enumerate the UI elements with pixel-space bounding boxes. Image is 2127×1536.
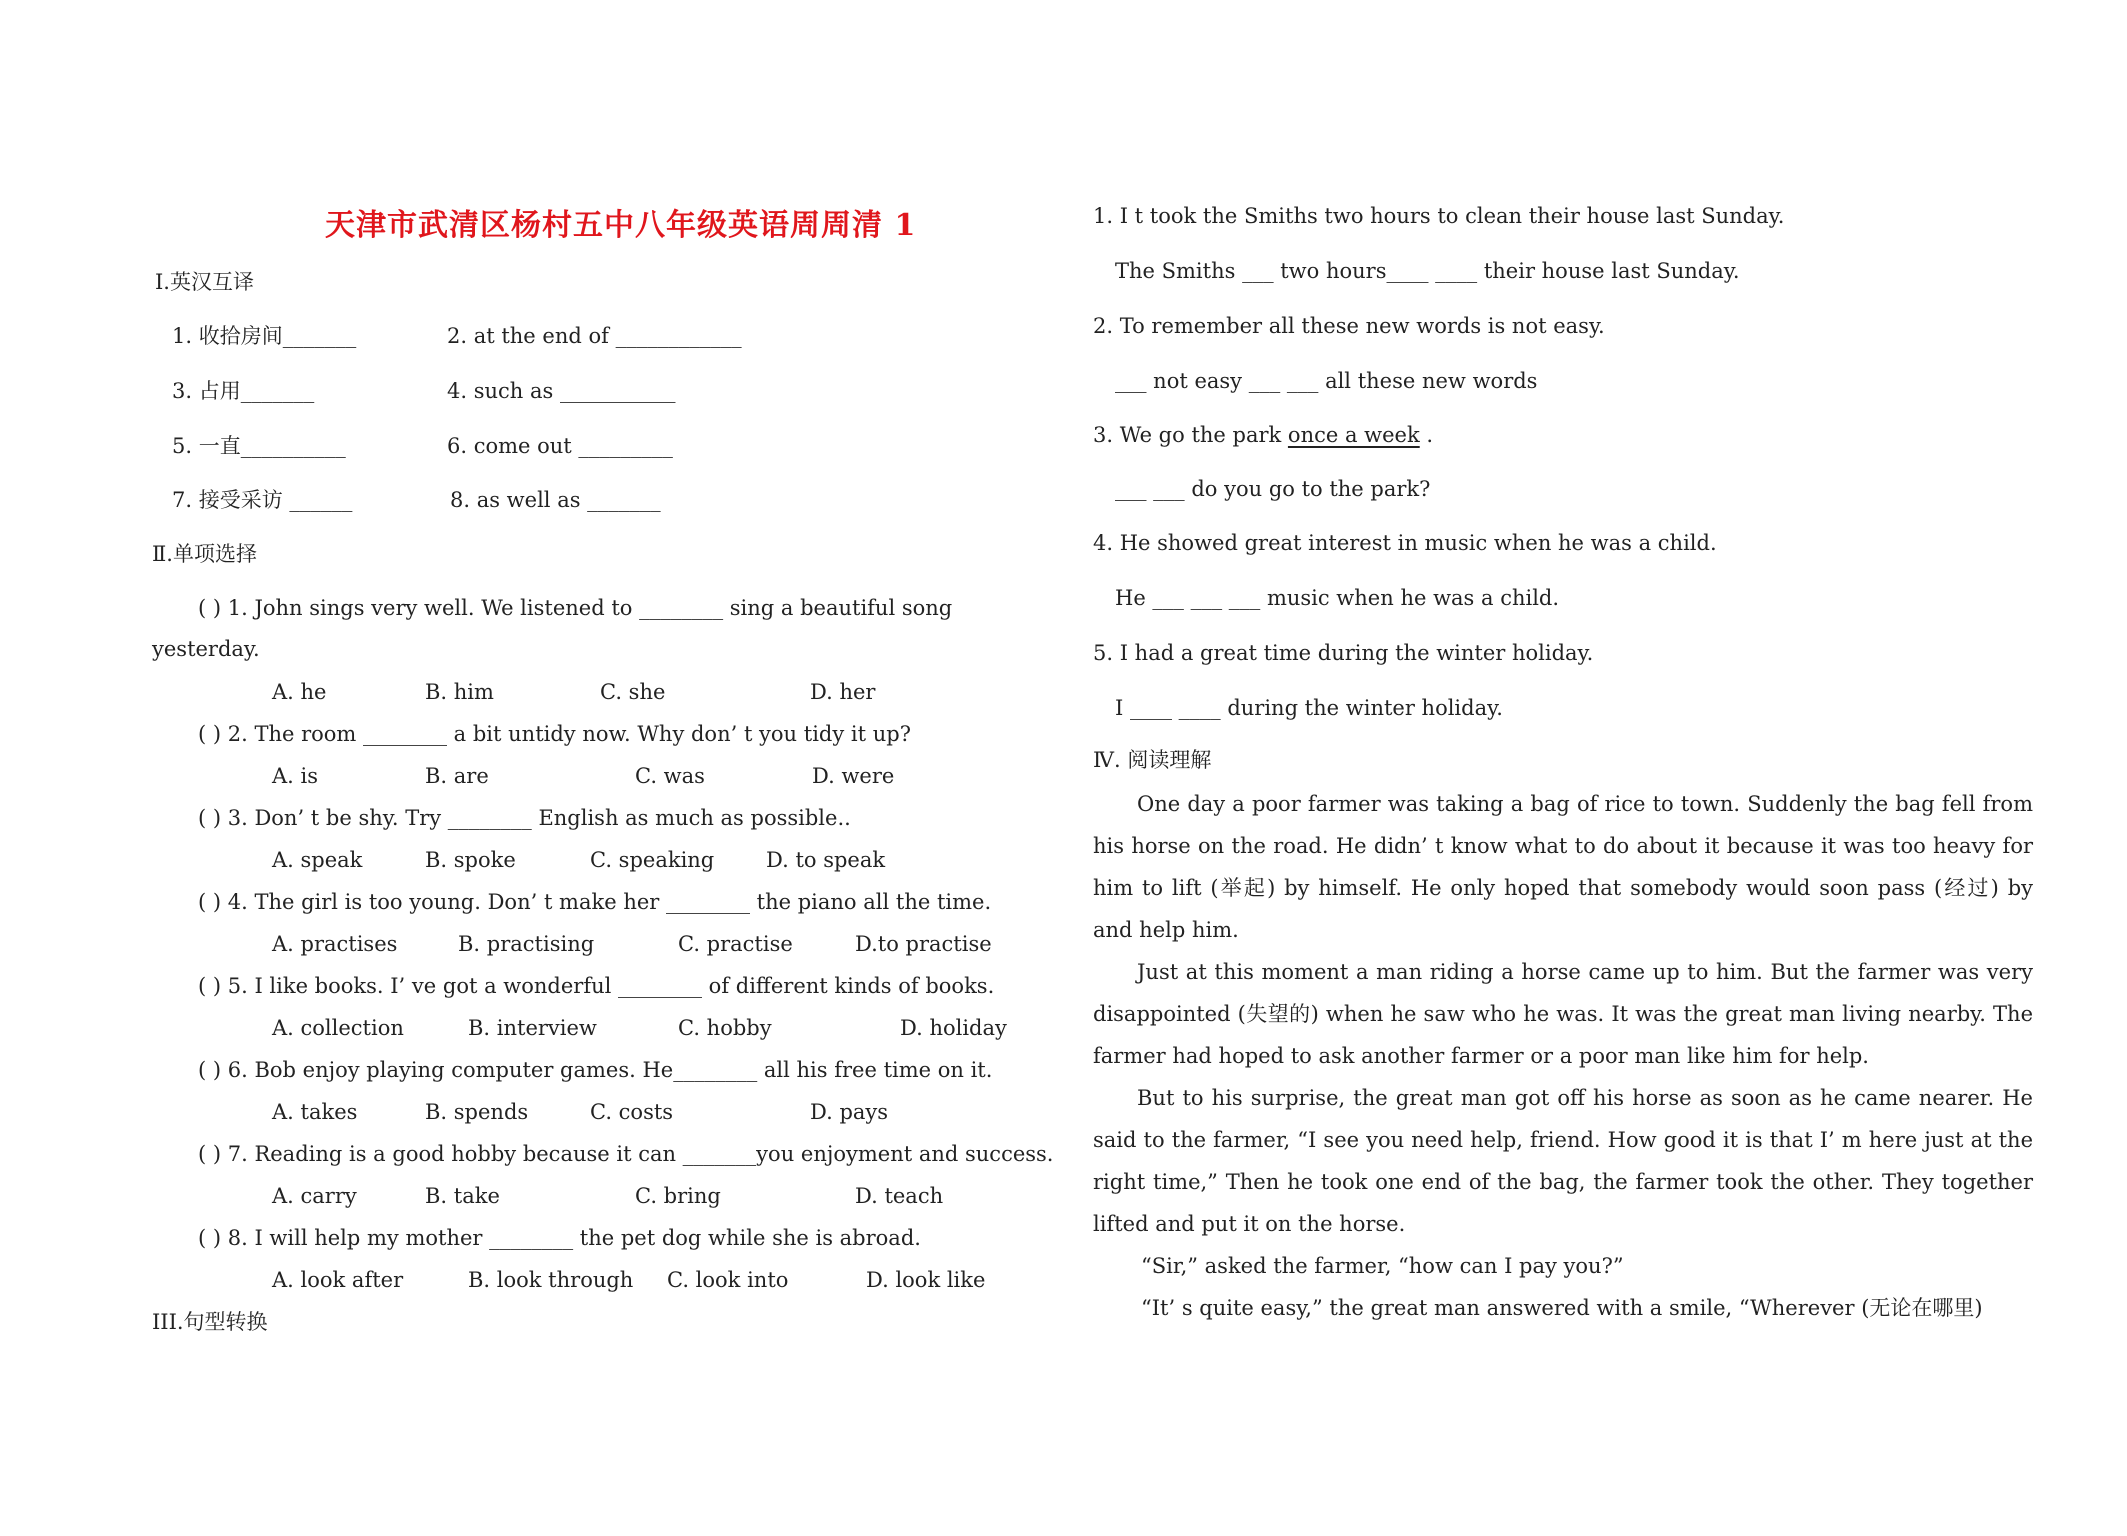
mc-question-7: ( ) 7. Reading is a good hobby because it can _______you enjoyment and success. xyxy=(198,1142,1054,1166)
transform-question-3-pre: 3. We go the park xyxy=(1093,423,1288,447)
transform-question-3-underlined: once a week xyxy=(1287,423,1420,447)
mc-2-option-d: D. were xyxy=(812,764,895,788)
mc-1-option-a: A. he xyxy=(272,680,327,704)
mc-5-option-a: A. collection xyxy=(272,1016,404,1040)
mc-1-option-b: B. him xyxy=(425,680,494,704)
mc-5-option-c: C. hobby xyxy=(678,1016,772,1040)
mc-question-1-cont: yesterday. xyxy=(152,637,260,661)
transform-answer-5: I ____ ____ during the winter holiday. xyxy=(1115,696,1503,720)
mc-6-option-b: B. spends xyxy=(425,1100,529,1124)
mc-question-3: ( ) 3. Don’ t be shy. Try ________ English as much as possible.. xyxy=(198,806,851,830)
mc-8-option-a: A. look after xyxy=(272,1268,404,1292)
mc-2-option-a: A. is xyxy=(272,764,319,788)
section-2-heading: Ⅱ.单项选择 xyxy=(152,542,257,566)
mc-5-option-d: D. holiday xyxy=(900,1016,1007,1040)
translation-item-7: 7. 接受采访 ______ xyxy=(172,488,353,512)
reading-paragraph-4: “Sir,” asked the farmer, “how can I pay you?” xyxy=(1141,1254,1624,1278)
transform-question-3 xyxy=(1093,421,1433,449)
transform-question-3-post: . xyxy=(1419,423,1434,447)
mc-4-option-b: B. practising xyxy=(458,932,595,956)
translation-item-8: 8. as well as _______ xyxy=(450,488,661,512)
mc-3-option-c: C. speaking xyxy=(590,848,715,872)
mc-1-option-c: C. she xyxy=(600,680,666,704)
reading-paragraph-3: But to his surprise, the great man got off his horse as soon as he came nearer. He said to the farmer, “I see you need help, friend. How good it is that I’ m here just at the right time,” Then he took one end of the bag, the farmer took the other. They together lifted and put it on the horse. xyxy=(1093,1086,2033,1236)
transform-answer-1: The Smiths ___ two hours____ ____ their house last Sunday. xyxy=(1115,259,1740,283)
mc-8-option-b: B. look through xyxy=(468,1268,634,1292)
mc-question-2: ( ) 2. The room ________ a bit untidy now. Why don’ t you tidy it up? xyxy=(198,722,911,746)
mc-6-option-a: A. takes xyxy=(272,1100,358,1124)
mc-1-option-d: D. her xyxy=(810,680,876,704)
mc-question-1: ( ) 1. John sings very well. We listened to ________ sing a beautiful song xyxy=(198,596,953,620)
mc-question-6: ( ) 6. Bob enjoy playing computer games. He________ all his free time on it. xyxy=(198,1058,993,1082)
mc-5-option-b: B. interview xyxy=(468,1016,597,1040)
mc-question-8: ( ) 8. I will help my mother ________ the pet dog while she is abroad. xyxy=(198,1226,921,1250)
mc-3-option-d: D. to speak xyxy=(766,848,886,872)
reading-paragraph-5: “It’ s quite easy,” the great man answered with a smile, “Wherever (无论在哪里) xyxy=(1141,1296,1983,1320)
mc-7-option-c: C. bring xyxy=(635,1184,721,1208)
translation-item-4: 4. such as ___________ xyxy=(447,379,676,403)
mc-7-option-a: A. carry xyxy=(272,1184,357,1208)
section-4-heading: Ⅳ. 阅读理解 xyxy=(1093,748,1212,772)
section-3-heading: III.句型转换 xyxy=(152,1310,268,1334)
reading-paragraph-2: Just at this moment a man riding a horse came up to him. But the farmer was very disappointed (失望的) when he saw who he was. It was the great man living nearby. The farmer had hoped to ask another farmer or a poor man like him for help. xyxy=(1093,960,2033,1068)
page-title: 天津市武清区杨村五中八年级英语周周清 1 xyxy=(325,208,917,243)
section-1-heading: Ⅰ.英汉互译 xyxy=(155,270,254,294)
translation-item-2: 2. at the end of ____________ xyxy=(447,324,742,348)
mc-2-option-c: C. was xyxy=(635,764,705,788)
mc-4-option-c: C. practise xyxy=(678,932,793,956)
mc-2-option-b: B. are xyxy=(425,764,489,788)
transform-question-5: 5. I had a great time during the winter holiday. xyxy=(1093,641,1594,665)
transform-answer-4: He ___ ___ ___ music when he was a child. xyxy=(1115,586,1560,610)
reading-paragraph-1: One day a poor farmer was taking a bag of rice to town. Suddenly the bag fell from his horse on the road. He didn’ t know what to do about it because it was too heavy for him to lift (举起) by himself. He only hoped that somebody would soon pass (经过) by and help him. xyxy=(1093,792,2033,942)
mc-3-option-b: B. spoke xyxy=(425,848,516,872)
mc-8-option-d: D. look like xyxy=(866,1268,986,1292)
mc-6-option-c: C. costs xyxy=(590,1100,674,1124)
translation-item-3: 3. 占用_______ xyxy=(172,379,315,403)
translation-item-1: 1. 收拾房间_______ xyxy=(172,324,357,348)
mc-4-option-d: D.to practise xyxy=(855,932,992,956)
transform-question-1: 1. I t took the Smiths two hours to clean their house last Sunday. xyxy=(1093,204,1785,228)
mc-3-option-a: A. speak xyxy=(272,848,363,872)
transform-question-4: 4. He showed great interest in music when he was a child. xyxy=(1093,531,1717,555)
mc-question-4: ( ) 4. The girl is too young. Don’ t make her ________ the piano all the time. xyxy=(198,890,992,914)
translation-item-5: 5. 一直__________ xyxy=(172,434,346,458)
mc-7-option-b: B. take xyxy=(425,1184,500,1208)
transform-question-2: 2. To remember all these new words is not easy. xyxy=(1093,314,1605,338)
mc-4-option-a: A. practises xyxy=(272,932,398,956)
mc-6-option-d: D. pays xyxy=(810,1100,889,1124)
translation-item-6: 6. come out _________ xyxy=(447,434,673,458)
mc-7-option-d: D. teach xyxy=(855,1184,944,1208)
transform-answer-3: ___ ___ do you go to the park? xyxy=(1115,477,1431,501)
transform-answer-2: ___ not easy ___ ___ all these new words xyxy=(1115,369,1538,393)
mc-question-5: ( ) 5. I like books. I’ ve got a wonderful ________ of different kinds of books. xyxy=(198,974,995,998)
mc-8-option-c: C. look into xyxy=(667,1268,789,1292)
